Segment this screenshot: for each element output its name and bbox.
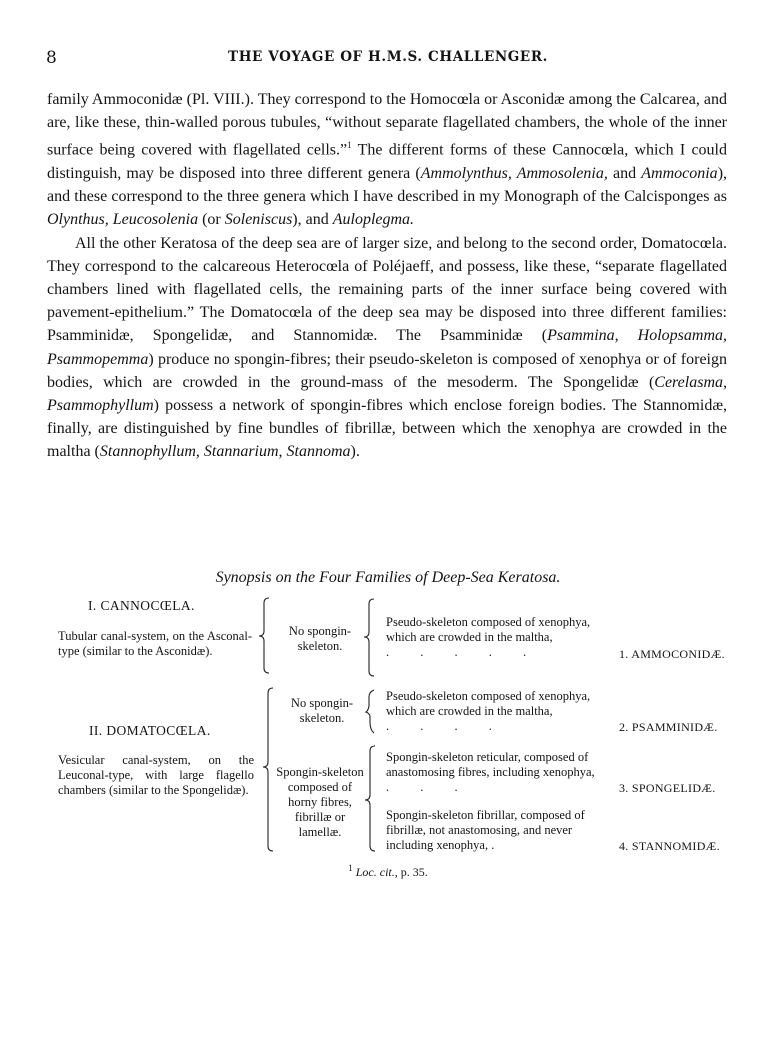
- synopsis-title: Synopsis on the Four Families of Deep-Sea Keratosa.: [215, 569, 561, 586]
- family-number: 3.: [619, 781, 629, 795]
- genus-names: Psammina, Holopsamma, Psammopemma: [47, 327, 728, 368]
- footnote-number: 1: [348, 863, 353, 873]
- genus-names: Ammolynthus, Ammosolenia,: [420, 164, 608, 182]
- genus-name: Soleniscus: [224, 211, 293, 229]
- order-1-title: I. CANNOCŒLA.: [88, 598, 195, 613]
- detail-text: Spongin-skeleton reticular, composed of anastomosing fibres, including xenophya,: [386, 750, 595, 779]
- footnote: [0, 863, 776, 880]
- text-run: and: [607, 164, 642, 182]
- dot-leader: . . .: [386, 780, 472, 794]
- dot-leader: . . . . .: [386, 645, 541, 659]
- genus-name: Ammoconia: [641, 164, 718, 182]
- family-spongelidae: [619, 781, 716, 796]
- brace-order2-a: [366, 690, 374, 733]
- family-psamminidae: [619, 720, 718, 735]
- text-run: ) possess a network of spongin-fibres which enclose foreign bodies. The Stannomidæ, finally, are distinguished by fine bundles of fibrillæ, between which the xenophya are crowded in the maltha (: [47, 396, 727, 461]
- order-2-description: Vesicular canal-system, on the Leuconal-type, with large flagello chambers (similar to the Spongelidæ).: [58, 753, 254, 797]
- order-1-skeleton: No spongin-skeleton.: [288, 624, 352, 653]
- footnote-citation: Loc. cit.: [355, 865, 395, 879]
- text-run: ) produce no spongin-fibres; their pseudo-skeleton is composed of xenophya or of foreign bodies, which are crowded in the ground-mass of the mesoderm. The Spongelidæ (: [47, 350, 727, 391]
- order-1-description: Tubular canal-system, on the Asconal-type (similar to the Asconidæ).: [58, 629, 252, 658]
- dot-leader: .: [491, 838, 495, 852]
- text-run: family Ammoconidæ (Pl. VIII.). They correspond to the Homocœla or Asconidæ among the Calcarea, and are, like these, thin-walled porous tubules, “without separate flagellated chambers, the whole of the inner surface being covered with flagellated cells.”: [47, 91, 727, 159]
- text-run: The different forms of these Cannocœla, which I could distinguish, may be disposed into three different genera (: [47, 141, 728, 182]
- page-number: 8: [46, 48, 57, 68]
- footnote-page: , p. 35.: [394, 865, 428, 879]
- family-number: 4.: [619, 839, 629, 853]
- family-stannomidae: [619, 839, 720, 854]
- genus-names: Cerelasma, Psammophyllum: [47, 373, 727, 414]
- text-run: ), and these correspond to the three genera which I have described in my Monograph of the Calcisponges as: [47, 164, 728, 206]
- order-2-no-spongin: No spongin-skeleton.: [290, 696, 354, 725]
- running-title: THE VOYAGE OF H.M.S. CHALLENGER.: [228, 49, 548, 65]
- family-label: PSAMMINIDÆ.: [631, 720, 718, 734]
- family-number: 2.: [619, 720, 629, 734]
- text-run: All the other Keratosa of the deep sea are of larger size, and belong to the second order, Domatocœla. They correspond to the calcareous Heterocœla of Poléjaeff, and possess, like these, “separate flagellated chambers lined with flagellated cells, the remaining parts of the inner surface being covered with pavement-epithelium.” The Domatocœla of the deep sea may be disposed into three different families: Psamminidæ, Spongelidæ, and Stannomidæ. The Psamminidæ (: [47, 234, 727, 345]
- family-label: SPONGELIDÆ.: [631, 781, 716, 795]
- text-run: (or: [198, 211, 225, 229]
- brace-order2-left: [263, 688, 273, 851]
- text-run: ).: [350, 443, 360, 461]
- brace-order1-right: [364, 599, 374, 676]
- footnote-marker: 1: [347, 140, 352, 151]
- detail-text: Pseudo-skeleton composed of xenophya, which are crowded in the maltha,: [386, 615, 591, 644]
- brace-order1-left: [259, 598, 269, 673]
- family-ammoconidae: [619, 647, 725, 662]
- order-2-detail-a: [386, 689, 604, 734]
- family-label: STANNOMIDÆ.: [631, 839, 720, 853]
- family-label: AMMOCONIDÆ.: [631, 647, 725, 661]
- order-2-title: II. DOMATOCŒLA.: [89, 723, 211, 738]
- brace-order2-b: [365, 746, 375, 851]
- order-2-detail-c: [386, 808, 604, 853]
- order-2-detail-b: [386, 750, 604, 795]
- genus-names: Olynthus, Leucosolenia: [47, 211, 199, 229]
- genus-name: Auloplegma.: [332, 211, 415, 229]
- genus-names: Stannophyllum, Stannarium, Stannoma: [99, 443, 351, 461]
- detail-text: Spongin-skeleton fibrillar, composed of fibrillæ, not anastomosing, and never including xenophya,: [386, 808, 585, 852]
- family-number: 1.: [619, 647, 629, 661]
- order-2-spongin: Spongin-skeleton composed of horny fibres, fibrillæ or lamellæ.: [276, 765, 364, 839]
- order-1-detail: [386, 615, 604, 660]
- dot-leader: . . . .: [386, 719, 506, 733]
- text-run: ), and: [292, 211, 333, 229]
- detail-text: Pseudo-skeleton composed of xenophya, which are crowded in the maltha,: [386, 689, 591, 718]
